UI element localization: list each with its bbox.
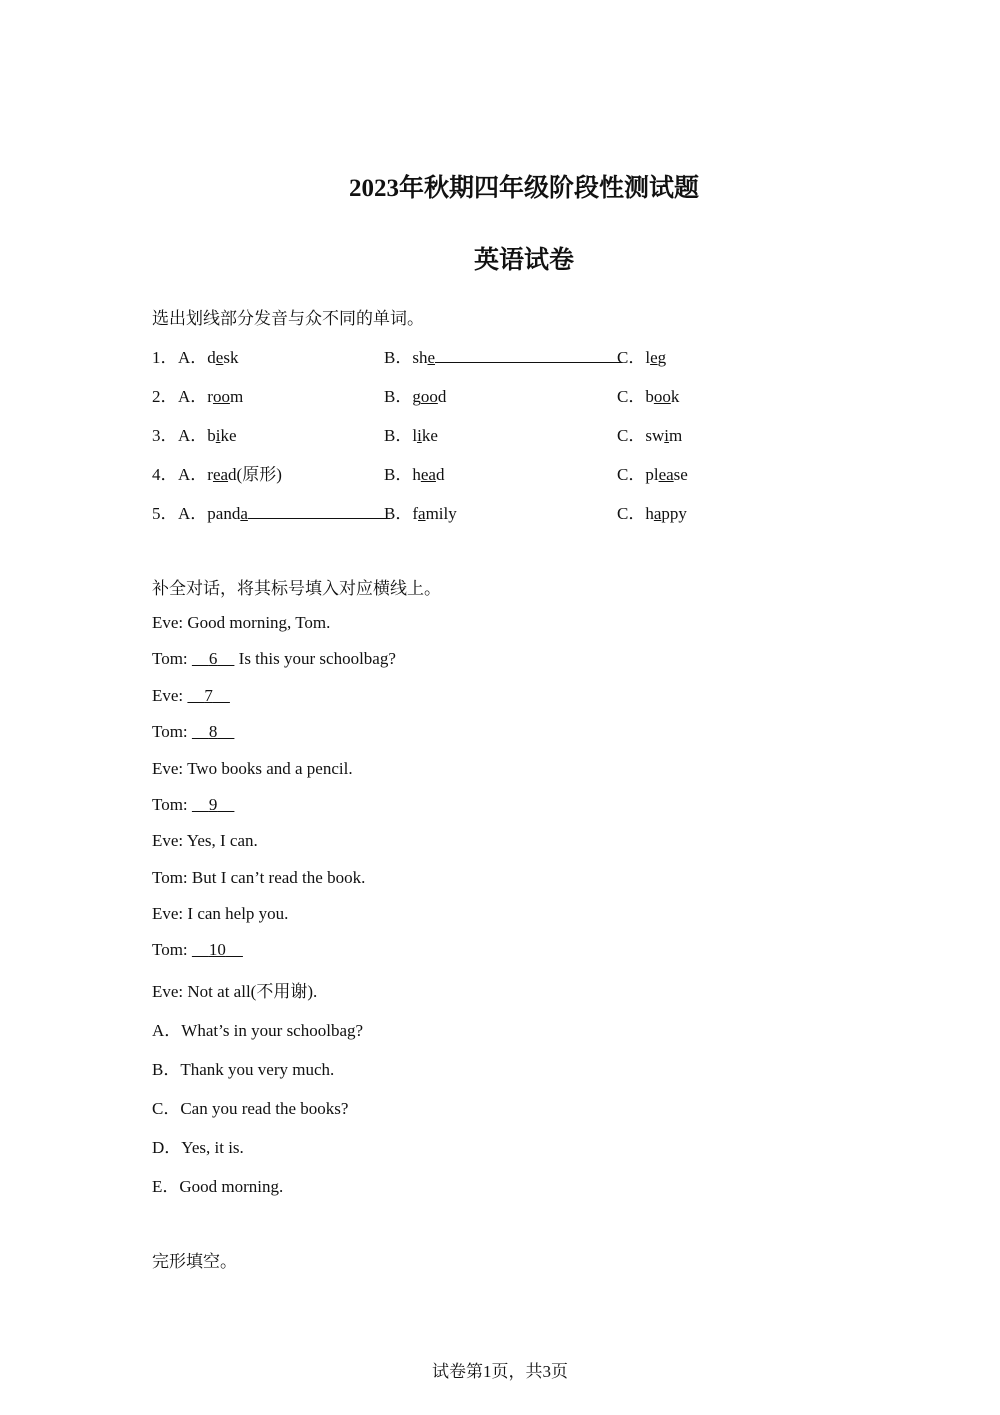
exam-title: 2023年秋期四年级阶段性测试题 <box>348 175 699 202</box>
word-suffix: sk <box>223 348 239 367</box>
speaker: Tom: <box>152 940 192 959</box>
option-label: A． <box>178 465 208 484</box>
speaker: Eve: <box>152 904 188 923</box>
option-label: A． <box>178 387 208 406</box>
option-b <box>384 382 446 407</box>
option-a <box>178 382 243 407</box>
question-number: 2． <box>152 387 178 406</box>
speaker: Eve: <box>152 686 188 705</box>
option-label: B． <box>384 348 413 367</box>
word-prefix: g <box>412 387 421 406</box>
option-label: C． <box>617 465 646 484</box>
dialogue-line <box>152 868 365 888</box>
underlined-letters: e <box>215 348 224 367</box>
word-prefix: l <box>645 348 651 367</box>
speaker: Eve: <box>152 831 187 850</box>
option-label: C． <box>617 348 646 367</box>
option-c <box>617 382 679 407</box>
word-prefix: l <box>412 426 418 445</box>
word-prefix: sh <box>412 348 428 367</box>
dialogue-line <box>152 759 353 779</box>
word-prefix: sw <box>645 426 665 445</box>
option-b <box>384 421 438 446</box>
word-suffix: m <box>229 387 244 406</box>
word-suffix: k <box>670 387 680 406</box>
speaker: Eve: <box>152 982 188 1001</box>
word-suffix: d <box>437 387 447 406</box>
dialogue-line <box>152 686 230 706</box>
word-prefix: h <box>645 504 654 523</box>
dialogue-option: D．Yes, it is. <box>152 1138 244 1157</box>
question-number: 4． <box>152 465 178 484</box>
word-prefix: h <box>412 465 421 484</box>
question-number: 1． <box>152 348 178 367</box>
word-suffix: se <box>673 465 688 484</box>
dialogue-option: C．Can you read the books? <box>152 1099 349 1118</box>
answer-blank[interactable] <box>192 722 235 741</box>
underlined-letters: i <box>417 426 422 445</box>
speaker: Tom: <box>152 795 192 814</box>
underlined-letters: ea <box>658 465 674 484</box>
underlined-letters: i <box>215 426 221 445</box>
dialogue-option: A．What’s in your schoolbag? <box>152 1021 364 1040</box>
dialogue-line <box>152 613 330 633</box>
underlined-letters: e <box>650 348 658 367</box>
option-b <box>384 343 622 368</box>
option-label: B． <box>384 426 413 445</box>
underlined-letters: ea <box>212 465 229 484</box>
dialogue-option: B．Thank you very much. <box>152 1060 335 1079</box>
dialogue-text: But I can’t read the book. <box>191 868 366 887</box>
answer-blank[interactable] <box>192 795 235 814</box>
dialogue-line <box>152 904 288 924</box>
answer-blank[interactable] <box>187 686 230 705</box>
option-a <box>178 499 390 524</box>
word-prefix: r <box>207 387 213 406</box>
option-a <box>178 460 282 485</box>
option-c <box>617 460 688 485</box>
word-suffix: ke <box>421 426 438 445</box>
question-number: 3． <box>152 426 178 445</box>
option-label: B． <box>384 387 413 406</box>
speaker: Tom: <box>152 868 192 887</box>
dialogue-text: Is this your schoolbag? <box>234 649 396 668</box>
option-b <box>384 499 457 524</box>
word-suffix: m <box>668 426 683 445</box>
section1-instruction: 选出划线部分发音与众不同的单词。 <box>152 309 424 329</box>
dialogue-line <box>152 940 243 960</box>
dialogue-line <box>152 831 258 851</box>
option-label: A． <box>178 348 208 367</box>
option-c <box>617 499 687 524</box>
underlined-letters: oo <box>420 387 438 406</box>
dialogue-text: Two books and a pencil. <box>187 759 353 778</box>
option-c <box>617 343 666 368</box>
word-prefix: r <box>207 465 213 484</box>
dialogue-line <box>152 795 234 815</box>
option-label: C． <box>617 426 646 445</box>
underlined-letters: ea <box>420 465 436 484</box>
option-a <box>178 343 238 368</box>
word-prefix: b <box>645 387 654 406</box>
dialogue-line <box>152 977 317 1002</box>
section3-instruction: 完形填空。 <box>152 1252 237 1272</box>
blank-number: 10 <box>208 940 226 959</box>
answer-blank[interactable] <box>192 940 243 959</box>
answer-line <box>435 346 622 363</box>
option-label: C． <box>617 504 646 523</box>
exam-subtitle: 英语试卷 <box>473 247 574 274</box>
blank-number: 7 <box>204 686 213 705</box>
speaker: Tom: <box>152 649 192 668</box>
option-label: C． <box>617 387 646 406</box>
speaker: Tom: <box>152 722 192 741</box>
option-b <box>384 460 444 485</box>
word-suffix: d(原形) <box>228 465 282 484</box>
question-number: 5． <box>152 504 178 523</box>
dialogue-text: I can help you. <box>187 904 289 923</box>
dialogue-text: Good morning, Tom. <box>187 613 331 632</box>
word-suffix: ppy <box>661 504 687 523</box>
dialogue-line <box>152 722 234 742</box>
section2-instruction: 补全对话，将其标号填入对应横线上。 <box>152 579 441 599</box>
page-footer: 试卷第1页，共3页 <box>432 1362 568 1381</box>
word-suffix: ke <box>220 426 237 445</box>
underlined-letters: oo <box>653 387 671 406</box>
dialogue-text: Not at all(不用谢). <box>187 982 318 1001</box>
dialogue-option: E．Good morning. <box>152 1177 284 1196</box>
word-suffix: g <box>657 348 667 367</box>
underlined-letters: a <box>240 504 248 523</box>
blank-number: 6 <box>208 649 218 668</box>
word-prefix: f <box>412 504 419 523</box>
underlined-letters: a <box>653 504 662 523</box>
blank-number: 9 <box>208 795 218 814</box>
answer-blank[interactable] <box>192 649 235 668</box>
word-prefix: d <box>207 348 216 367</box>
answer-line <box>248 502 390 519</box>
option-a <box>178 421 237 446</box>
blank-number: 8 <box>208 722 218 741</box>
option-label: B． <box>384 465 413 484</box>
underlined-letters: i <box>664 426 669 445</box>
speaker: Eve: <box>152 759 188 778</box>
underlined-letters: oo <box>212 387 230 406</box>
word-prefix: b <box>207 426 216 445</box>
speaker: Eve: <box>152 613 188 632</box>
option-label: B． <box>384 504 413 523</box>
dialogue-line <box>152 649 396 669</box>
word-suffix: mily <box>425 504 457 523</box>
word-prefix: pl <box>645 465 659 484</box>
underlined-letters: a <box>418 504 426 523</box>
underlined-letters: e <box>427 348 436 367</box>
word-prefix: pand <box>207 504 241 523</box>
option-label: A． <box>178 426 208 445</box>
option-c <box>617 421 682 446</box>
word-suffix: d <box>435 465 445 484</box>
dialogue-text: Yes, I can. <box>186 831 258 850</box>
option-label: A． <box>178 504 208 523</box>
